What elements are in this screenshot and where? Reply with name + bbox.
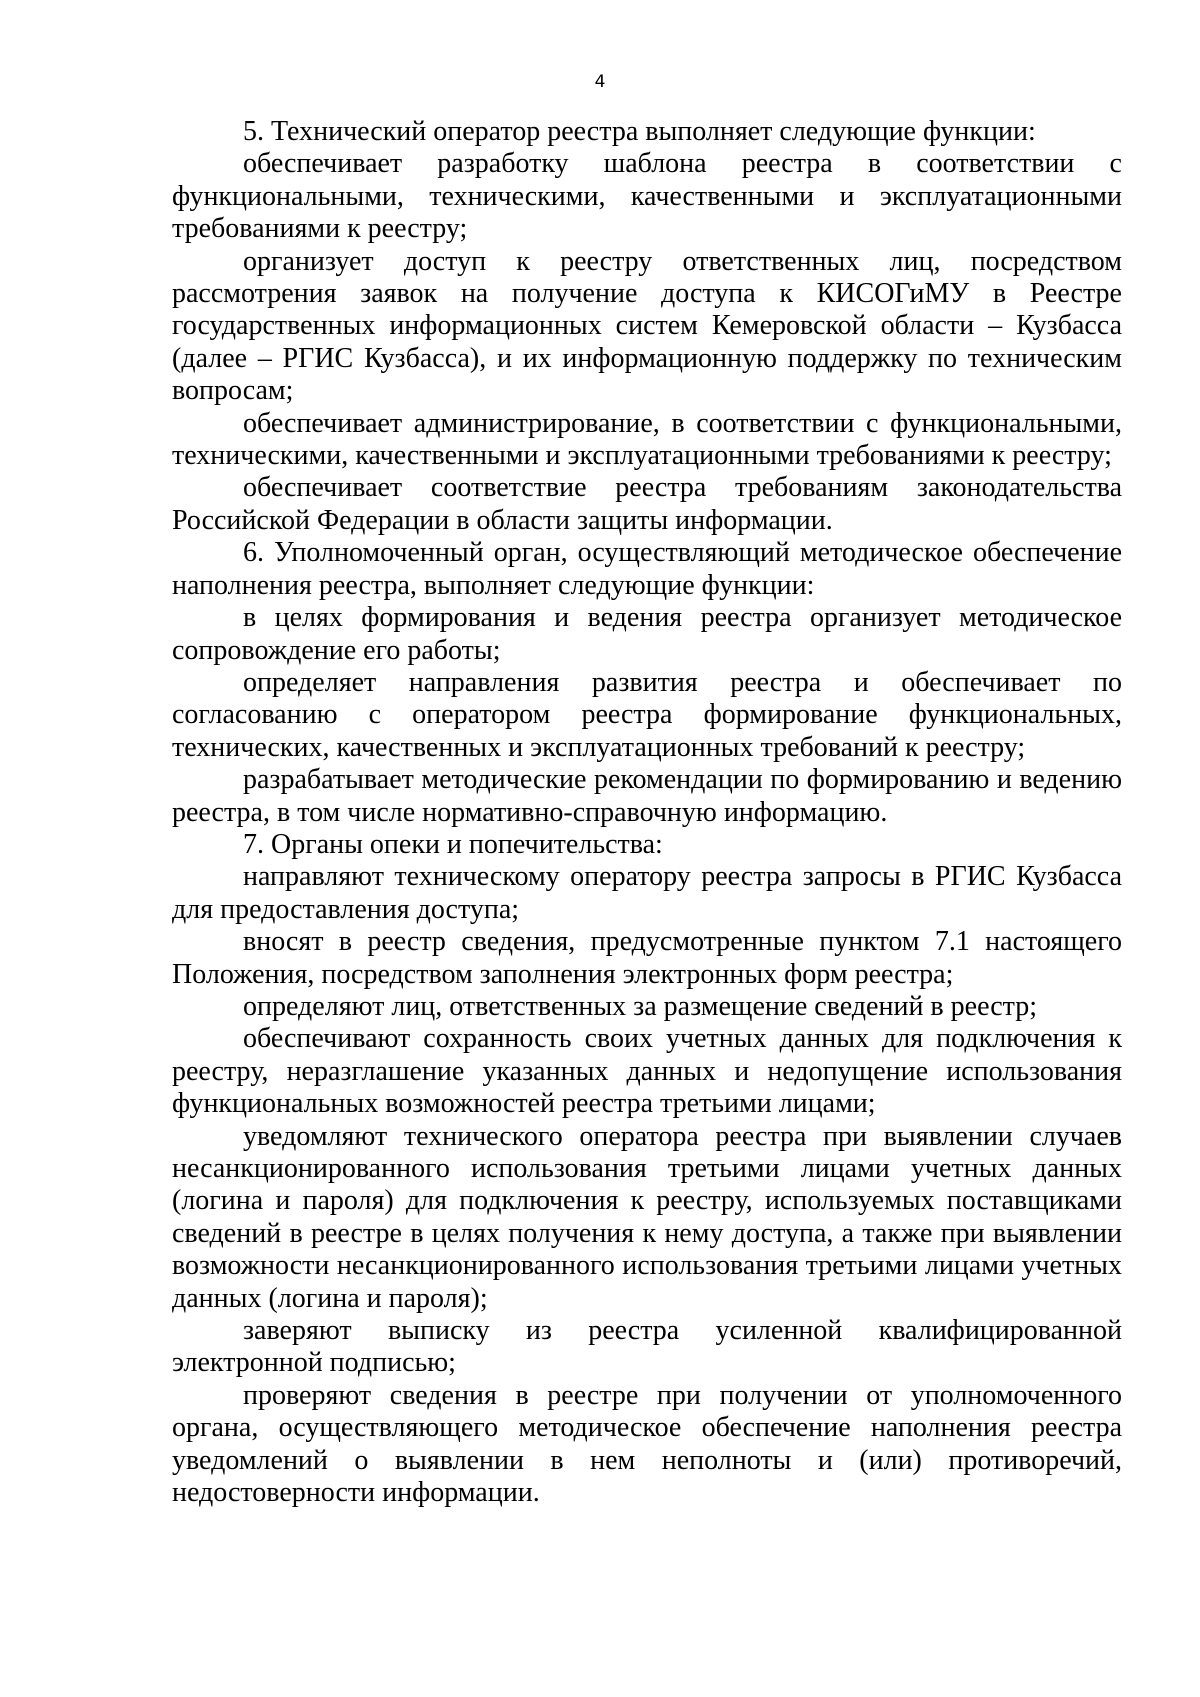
paragraph-recommendations: разрабатывает методические рекомендации по формированию и ведению реестра, в том числе нормативно-справочную информацию. <box>172 764 1122 828</box>
paragraph-access-requests: направляют техническому оператору реестра запросы в РГИС Кузбасса для предоставления доступа; <box>172 861 1122 925</box>
paragraph-unauthorized-use-notice: уведомляют технического оператора реестра при выявлении случаев несанкционированного использования третьими лицами учетных данных (логина и пароля) для подключения к реестру, используемых поставщиками сведений в реестре в целях получения к нему доступа, а также при выявлении возможности несанкционированного использования третьими лицами учетных данных (логина и пароля); <box>172 1120 1122 1314</box>
paragraph-access-organization: организует доступ к реестру ответственных лиц, посредством рассмотрения заявок на получение доступа к КИСОГиМУ в Реестре государственных информационных систем Кемеровской области – Кузбасса (далее – РГИС Кузбасса), и их информационную поддержку по техническим вопросам; <box>172 245 1122 407</box>
paragraph-6-heading: 6. Уполномоченный орган, осуществляющий методическое обеспечение наполнения реестра, выполняет следующие функции: <box>172 537 1122 601</box>
paragraph-legal-compliance: обеспечивает соответствие реестра требованиям законодательства Российской Федерации в области защиты информации. <box>172 472 1122 536</box>
paragraph-extract-signature: заверяют выписку из реестра усиленной квалифицированной электронной подписью; <box>172 1315 1122 1379</box>
paragraph-development-directions: определяет направления развития реестра и обеспечивает по согласованию с оператором реестра формирование функциональных, технических, качественных и эксплуатационных требований к реестру; <box>172 666 1122 763</box>
paragraph-information-verification: проверяют сведения в реестре при получении от уполномоченного органа, осуществляющего методическое обеспечение наполнения реестра уведомлений о выявлении в нем неполноты и (или) противоречий, недостоверности информации. <box>172 1379 1122 1509</box>
paragraph-administration: обеспечивает администрирование, в соответствии с функциональными, техническими, качественными и эксплуатационными требованиями к реестру; <box>172 407 1122 472</box>
paragraph-methodological-support: в целях формирования и ведения реестра организует методическое сопровождение его работы; <box>172 602 1122 666</box>
document-body <box>172 116 1122 1509</box>
paragraph-responsible-persons: определяют лиц, ответственных за размещение сведений в реестр; <box>243 990 1037 1022</box>
paragraph-credential-security: обеспечивают сохранность своих учетных данных для подключения к реестру, неразглашение указанных данных и недопущение использования функциональных возможностей реестра третьими лицами; <box>172 1023 1122 1120</box>
paragraph-template-development: обеспечивает разработку шаблона реестра в соответствии с функциональными, техническими, качественными и эксплуатационными требованиями к реестру; <box>172 148 1122 245</box>
paragraph-7-heading: 7. Органы опеки и попечительства: <box>243 828 663 860</box>
page-number: 4 <box>594 72 606 92</box>
paragraph-data-entry: вносят в реестр сведения, предусмотренные пунктом 7.1 настоящего Положения, посредством заполнения электронных форм реестра; <box>172 926 1122 990</box>
paragraph-5-heading: 5. Технический оператор реестра выполняет следующие функции: <box>243 116 1036 147</box>
